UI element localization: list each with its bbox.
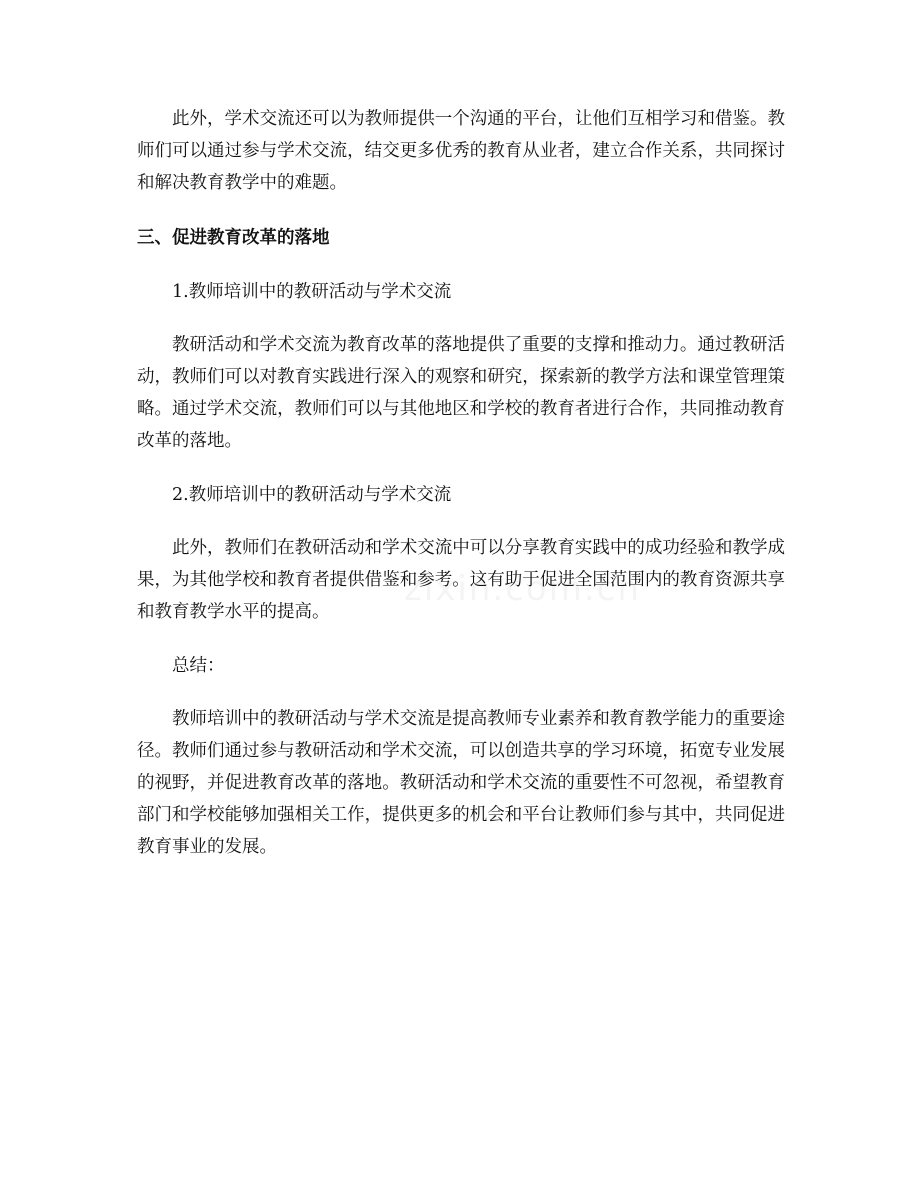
paragraph-sharing-experience: 此外，教师们在教研活动和学术交流中可以分享教育实践中的成功经验和教学成果，为其他学校和教育者提供借鉴和参考。这有助于促进全国范围内的教育资源共享和教育教学水平的提高。 <box>137 538 785 622</box>
paragraph-reform-support: 教研活动和学术交流为教育改革的落地提供了重要的支撑和推动力。通过教研活动，教师们可以对教育实践进行深入的观察和研究，探索新的教学方法和课堂管理策略。通过学术交流，教师们可以与其他地区和学校的教育者进行合作，共同推动教育改革的落地。 <box>137 335 785 451</box>
subheading-1: 1.教师培训中的教研活动与学术交流 <box>172 282 452 302</box>
summary-label: 总结： <box>172 656 225 676</box>
subheading-2: 2.教师培训中的教研活动与学术交流 <box>172 485 452 505</box>
paragraph-academic-exchange: 此外，学术交流还可以为教师提供一个沟通的平台，让他们互相学习和借鉴。教师们可以通过参与学术交流，结交更多优秀的教育从业者，建立合作关系，共同探讨和解决教育教学中的难题。 <box>137 109 785 193</box>
section-heading-3: 三、促进教育改革的落地 <box>137 228 330 248</box>
paragraph-summary: 教师培训中的教研活动与学术交流是提高教师专业素养和教育教学能力的重要途径。教师们通过参与教研活动和学术交流，可以创造共享的学习环境，拓宽专业发展的视野，并促进教育改革的落地。教研活动和学术交流的重要性不可忽视，希望教育部门和学校能够加强相关工作，提供更多的机会和平台让教师们参与其中，共同促进教育事业的发展。 <box>137 709 785 857</box>
document-page <box>137 103 785 863</box>
